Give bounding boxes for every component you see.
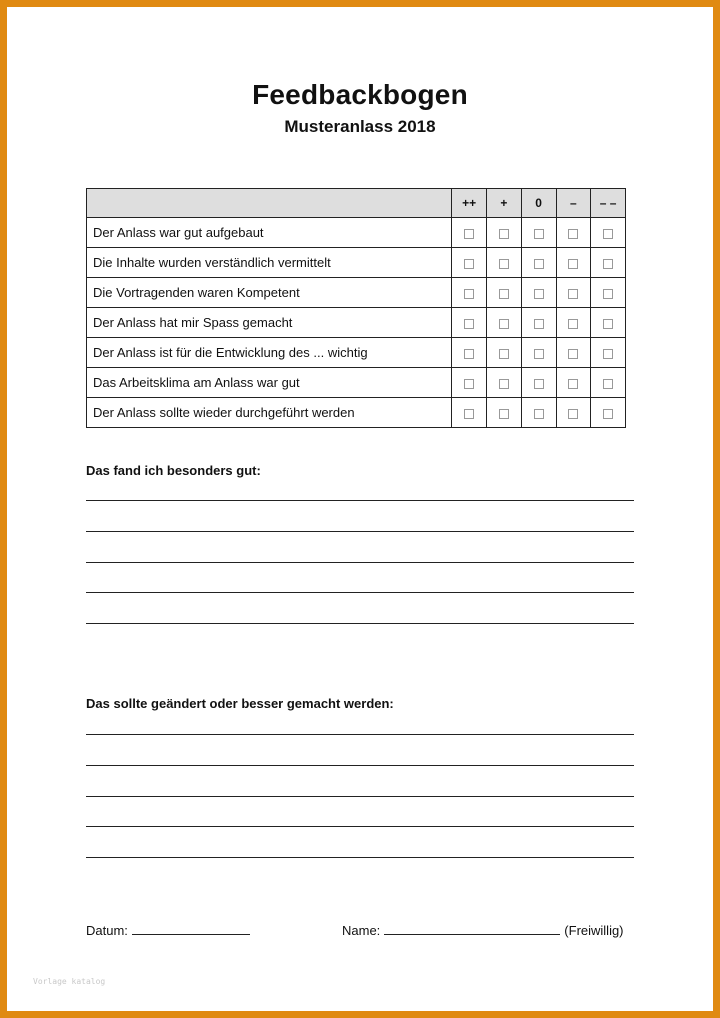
- name-field-group: [342, 923, 624, 938]
- rating-checkbox[interactable]: [568, 319, 578, 329]
- rating-checkbox[interactable]: [464, 229, 474, 239]
- date-input-line[interactable]: [132, 923, 250, 935]
- rating-checkbox[interactable]: [603, 379, 613, 389]
- rating-table: [86, 188, 626, 428]
- write-line[interactable]: [86, 765, 634, 766]
- write-line[interactable]: [86, 826, 634, 827]
- statement-header-cell: [87, 189, 452, 218]
- watermark-text: Vorlage katalog: [33, 977, 106, 986]
- statement-text: Das Arbeitsklima am Anlass war gut: [87, 368, 452, 398]
- rating-checkbox[interactable]: [603, 289, 613, 299]
- rating-header-good: +: [487, 189, 522, 218]
- rating-header-very-bad: – –: [591, 189, 626, 218]
- page-title: Feedbackbogen: [252, 79, 468, 110]
- rating-checkbox[interactable]: [534, 259, 544, 269]
- rating-checkbox[interactable]: [568, 229, 578, 239]
- section-good-label: Das fand ich besonders gut:: [86, 463, 261, 478]
- rating-checkbox[interactable]: [603, 349, 613, 359]
- statement-text: Der Anlass war gut aufgebaut: [87, 218, 452, 248]
- statement-text: Die Inhalte wurden verständlich vermittelt: [87, 248, 452, 278]
- page-subtitle: Musteranlass 2018: [284, 117, 436, 136]
- rating-checkbox[interactable]: [464, 259, 474, 269]
- rating-checkbox[interactable]: [603, 409, 613, 419]
- table-row: [87, 368, 626, 398]
- rating-checkbox[interactable]: [464, 409, 474, 419]
- write-line[interactable]: [86, 857, 634, 858]
- table-row: [87, 248, 626, 278]
- rating-checkbox[interactable]: [603, 229, 613, 239]
- table-row: [87, 308, 626, 338]
- statement-text: Der Anlass sollte wieder durchgeführt werden: [87, 398, 452, 428]
- table-row: [87, 338, 626, 368]
- statement-text: Der Anlass ist für die Entwicklung des ... wichtig: [87, 338, 452, 368]
- rating-checkbox[interactable]: [499, 289, 509, 299]
- rating-checkbox[interactable]: [568, 349, 578, 359]
- rating-checkbox[interactable]: [534, 289, 544, 299]
- rating-checkbox[interactable]: [464, 319, 474, 329]
- name-input-line[interactable]: [384, 923, 560, 935]
- statement-text: Die Vortragenden waren Kompetent: [87, 278, 452, 308]
- rating-checkbox[interactable]: [499, 319, 509, 329]
- write-line[interactable]: [86, 531, 634, 532]
- rating-checkbox[interactable]: [464, 349, 474, 359]
- rating-checkbox[interactable]: [499, 349, 509, 359]
- rating-checkbox[interactable]: [534, 229, 544, 239]
- rating-checkbox[interactable]: [534, 409, 544, 419]
- rating-checkbox[interactable]: [534, 319, 544, 329]
- rating-checkbox[interactable]: [464, 289, 474, 299]
- rating-checkbox[interactable]: [568, 379, 578, 389]
- write-line[interactable]: [86, 734, 634, 735]
- write-line[interactable]: [86, 562, 634, 563]
- table-row: [87, 278, 626, 308]
- rating-checkbox[interactable]: [499, 379, 509, 389]
- rating-header-neutral: 0: [521, 189, 556, 218]
- rating-header-bad: –: [556, 189, 591, 218]
- rating-header-very-good: ++: [452, 189, 487, 218]
- feedback-form-page: [7, 7, 713, 1011]
- table-row: [87, 398, 626, 428]
- table-row: [87, 218, 626, 248]
- rating-checkbox[interactable]: [568, 409, 578, 419]
- statement-text: Der Anlass hat mir Spass gemacht: [87, 308, 452, 338]
- rating-checkbox[interactable]: [568, 259, 578, 269]
- name-label: Name:: [342, 923, 381, 938]
- write-line[interactable]: [86, 796, 634, 797]
- write-line[interactable]: [86, 592, 634, 593]
- rating-checkbox[interactable]: [464, 379, 474, 389]
- section-change-label: Das sollte geändert oder besser gemacht werden:: [86, 696, 394, 711]
- rating-checkbox[interactable]: [499, 259, 509, 269]
- rating-checkbox[interactable]: [568, 289, 578, 299]
- rating-header-row: [87, 189, 626, 218]
- date-label: Datum:: [86, 923, 128, 938]
- rating-checkbox[interactable]: [534, 379, 544, 389]
- rating-checkbox[interactable]: [603, 259, 613, 269]
- write-line[interactable]: [86, 500, 634, 501]
- rating-checkbox[interactable]: [534, 349, 544, 359]
- rating-checkbox[interactable]: [603, 319, 613, 329]
- optional-note: (Freiwillig): [564, 923, 624, 938]
- rating-checkbox[interactable]: [499, 229, 509, 239]
- rating-checkbox[interactable]: [499, 409, 509, 419]
- write-line[interactable]: [86, 623, 634, 624]
- date-field-group: [86, 923, 254, 938]
